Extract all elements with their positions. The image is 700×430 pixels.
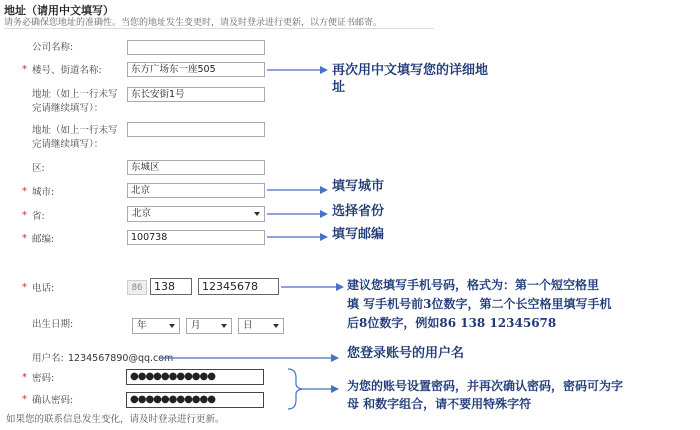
username-value: 1234567890@qq.com [68,353,174,364]
birthday-label: 出生日期: [32,319,74,330]
postcode-input[interactable]: 100738 [127,230,265,245]
province-select-value: 北京 [132,208,152,219]
city-label: 城市: [32,187,55,198]
section-title: 地址（请用中文填写） [4,4,114,17]
password-input[interactable]: ●●●●●●●●●●● [126,369,264,385]
birth-day-value: 日 [243,320,253,331]
birth-year-value: 年 [137,320,147,331]
footer-note: 如果您的联系信息发生变化，请及时登录进行更新。 [6,414,225,425]
username-label: 用户名: [32,353,64,364]
address2-input[interactable]: 东长安街1号 [127,87,265,102]
annotation-password-line1: 为您的账号设置密码，并再次确认密码，密码可为字 [347,379,624,393]
annotation-phone-line1: 建议您填写手机号码，格式为：第一个短空格里 [347,278,600,292]
section-subtitle: 请务必确保您地址的准确性。当您的地址发生变更时，请及时登录进行更新，以方便证书邮寄。 [4,18,383,28]
confirm-password-input[interactable]: ●●●●●●●●●●● [126,392,264,408]
district-input[interactable]: 东城区 [127,160,265,175]
annotation-province: 选择省份 [332,204,385,219]
password-label: 密码: [32,373,55,384]
address3-label-line2: 完请继续填写）： [32,139,104,150]
street-label: 楼号、街道名称: [32,65,102,76]
required-mark: * [22,64,27,75]
required-mark: * [22,210,27,221]
annotation-city: 填写城市 [332,179,385,194]
required-mark: * [22,372,27,383]
required-mark: * [22,394,27,405]
annotation-postcode: 填写邮编 [332,227,385,242]
annotation-street-line2: 址 [332,80,346,95]
annotation-phone-line2: 填 写手机号前3位数字，第二个长空格里填写手机 [347,297,612,311]
postcode-label: 邮编: [32,234,55,245]
district-label: 区: [32,163,45,174]
confirm-password-label: 确认密码: [32,395,74,406]
country-code-field: 86 [127,280,147,295]
annotation-password-line2: 母 和数字组合，请不要用特殊字符 [347,397,532,411]
address3-label-line1: 地址（如上一行未写 [32,125,118,136]
required-mark: * [22,233,27,244]
province-label: 省: [32,211,45,222]
birth-month-value: 月 [191,320,201,331]
address2-label-line1: 地址（如上一行未写 [32,89,118,100]
required-mark: * [22,186,27,197]
password-brace [288,369,302,409]
city-input[interactable]: 北京 [127,183,265,198]
address2-label-line2: 完请继续填写）： [32,103,104,114]
phone-label: 电话: [32,283,55,294]
phone-number-input[interactable]: 12345678 [198,278,279,295]
required-mark: * [22,282,27,293]
annotation-street-line1: 再次用中文填写您的详细地 [332,63,489,78]
annotation-username: 您登录账号的用户名 [347,346,465,361]
phone-prefix-input[interactable]: 138 [150,278,192,295]
company-label: 公司名称: [32,42,74,53]
annotation-phone-line3: 后8位数字，例如86 138 12345678 [347,316,557,330]
street-input[interactable]: 东方广场东一座505 [127,62,265,77]
